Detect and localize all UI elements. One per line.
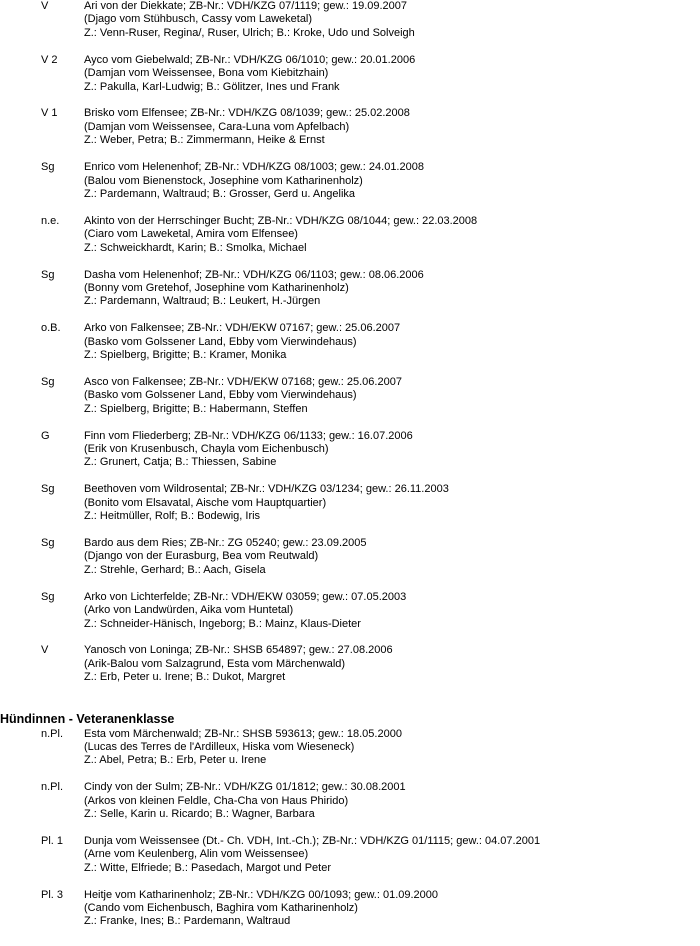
dog-breeder-owner-line: Z.: Weber, Petra; B.: Zimmermann, Heike & Ernst: [84, 134, 325, 147]
dog-registration-line: Dunja vom Weissensee (Dt.- Ch. VDH, Int.-Ch.); ZB-Nr.: VDH/KZG 01/1115; gew.: 04.07.2001: [84, 834, 541, 847]
dog-entry: [0, 269, 700, 311]
dog-breeder-owner-line: Z.: Schweickhardt, Karin; B.: Smolka, Michael: [84, 241, 307, 254]
dog-breeder-owner-line: Z.: Schneider-Hänisch, Ingeborg; B.: Mainz, Klaus-Dieter: [84, 617, 361, 630]
grade-label: Sg: [41, 590, 55, 603]
dog-entry: [0, 215, 700, 257]
dog-parents-line: (Damjan vom Weissensee, Cara-Luna vom Apfelbach): [84, 120, 350, 133]
dog-parents-line: (Cando vom Eichenbusch, Baghira vom Katharinenholz): [84, 902, 358, 914]
dog-breeder-owner-line: Z.: Erb, Peter u. Irene; B.: Dukot, Margret: [84, 671, 286, 684]
dog-registration-line: Dasha vom Helenenhof; ZB-Nr.: VDH/KZG 06/1103; gew.: 08.06.2006: [84, 268, 424, 281]
dog-registration-line: Yanosch von Loninga; ZB-Nr.: SHSB 654897; gew.: 27.08.2006: [84, 644, 393, 657]
dog-parents-line: (Django von der Eurasburg, Bea vom Reutwald): [84, 550, 319, 563]
entry-details: [84, 107, 410, 147]
grade-label: o.B.: [41, 322, 61, 335]
grade-label: Sg: [41, 375, 55, 388]
dog-registration-line: Esta vom Märchenwald; ZB-Nr.: SHSB 593613; gew.: 18.05.2000: [84, 727, 402, 740]
grade-label: Sg: [41, 483, 55, 496]
dog-parents-line: (Lucas des Terres de l'Ardilleux, Hiska vom Wieseneck): [84, 740, 355, 753]
dog-registration-line: Arko von Falkensee; ZB-Nr.: VDH/EKW 07167; gew.: 25.06.2007: [84, 322, 401, 335]
dog-entry: [0, 107, 700, 149]
entry-details: [84, 161, 424, 201]
dog-parents-line: (Ciaro vom Laweketal, Amira vom Elfensee): [84, 228, 298, 241]
dog-entry: [0, 537, 700, 579]
entry-details: [84, 537, 367, 577]
entry-details: [84, 269, 424, 309]
dog-breeder-owner-line: Z.: Venn-Ruser, Regina/, Ruser, Ulrich; B.: Kroke, Udo und Solveigh: [84, 26, 415, 39]
dog-registration-line: Brisko vom Elfensee; ZB-Nr.: VDH/KZG 08/1039; gew.: 25.02.2008: [84, 107, 410, 120]
dog-breeder-owner-line: Z.: Heitmüller, Rolf; B.: Bodewig, Iris: [84, 510, 261, 523]
entry-details: [84, 728, 402, 768]
dog-registration-line: Finn vom Fliederberg; ZB-Nr.: VDH/KZG 06/1133; gew.: 16.07.2006: [84, 429, 413, 442]
section-heading: Hündinnen - Veteranenklasse: [0, 712, 175, 726]
dog-parents-line: (Balou vom Bienenstock, Josephine vom Katharinenholz): [84, 174, 363, 187]
grade-label: V: [41, 644, 49, 657]
dog-parents-line: (Erik von Krusenbusch, Chayla vom Eichenbusch): [84, 443, 329, 455]
dog-breeder-owner-line: Z.: Grunert, Catja; B.: Thiessen, Sabine: [84, 456, 277, 469]
entry-details: [84, 781, 406, 821]
dog-entry: [0, 322, 700, 364]
dog-parents-line: (Bonny vom Gretehof, Josephine vom Katharinenholz): [84, 281, 349, 294]
entry-details: [84, 835, 540, 875]
entry-details: [84, 0, 415, 40]
dog-registration-line: Beethoven vom Wildrosental; ZB-Nr.: VDH/KZG 03/1234; gew.: 26.11.2003: [84, 483, 449, 496]
grade-label: V 2: [41, 53, 58, 66]
entry-details: [84, 889, 438, 929]
dog-breeder-owner-line: Z.: Spielberg, Brigitte; B.: Habermann, Steffen: [84, 402, 308, 415]
grade-label: n.Pl.: [41, 781, 64, 794]
dog-breeder-owner-line: Z.: Witte, Elfriede; B.: Pasedach, Margot und Peter: [84, 861, 332, 874]
dog-parents-line: (Basko vom Golssener Land, Ebby vom Vierwindehaus): [84, 389, 357, 402]
grade-label: V: [41, 0, 49, 12]
dog-parents-line: (Damjan vom Weissensee, Bona vom Kiebitzhain): [84, 67, 329, 80]
entry-details: [84, 644, 393, 684]
dog-parents-line: (Arne vom Keulenberg, Alin vom Weissensee): [84, 848, 309, 861]
grade-label: Pl. 1: [41, 834, 64, 847]
dog-entry: [0, 781, 700, 823]
grade-label: V 1: [41, 107, 58, 120]
entry-details: [84, 483, 449, 523]
grade-label: G: [41, 429, 50, 442]
dog-breeder-owner-line: Z.: Selle, Karin u. Ricardo; B.: Wagner, Barbara: [84, 808, 315, 820]
dog-entry: [0, 889, 700, 931]
dog-entry: [0, 54, 700, 96]
dog-registration-line: Ayco vom Giebelwald; ZB-Nr.: VDH/KZG 06/1010; gew.: 20.01.2006: [84, 53, 416, 66]
dog-registration-line: Ari von der Diekkate; ZB-Nr.: VDH/KZG 07/1119; gew.: 19.09.2007: [84, 0, 408, 12]
dog-parents-line: (Arko von Landwürden, Aika vom Huntetal): [84, 604, 294, 617]
dog-breeder-owner-line: Z.: Strehle, Gerhard; B.: Aach, Gisela: [84, 563, 266, 576]
dog-entry: [0, 728, 700, 770]
grade-label: Sg: [41, 268, 55, 281]
dog-entry: [0, 161, 700, 203]
dog-parents-line: (Basko vom Golssener Land, Ebby vom Vierwindehaus): [84, 335, 357, 348]
grade-label: Sg: [41, 537, 55, 549]
dog-breeder-owner-line: Z.: Pakulla, Karl-Ludwig; B.: Gölitzer, Ines und Frank: [84, 80, 340, 93]
entry-details: [84, 322, 400, 362]
dog-registration-line: Heitje vom Katharinenholz; ZB-Nr.: VDH/KZG 00/1093; gew.: 01.09.2000: [84, 888, 439, 901]
entry-details: [84, 430, 413, 470]
grade-label: n.Pl.: [41, 727, 64, 740]
dog-registration-line: Cindy von der Sulm; ZB-Nr.: VDH/KZG 01/1812; gew.: 30.08.2001: [84, 781, 406, 794]
dog-registration-line: Asco von Falkensee; ZB-Nr.: VDH/EKW 07168; gew.: 25.06.2007: [84, 375, 402, 388]
dog-registration-line: Akinto von der Herrschinger Bucht; ZB-Nr.: VDH/KZG 08/1044; gew.: 22.03.2008: [84, 214, 478, 227]
dog-entry: [0, 835, 700, 877]
entry-details: [84, 376, 402, 416]
dog-registration-line: Enrico vom Helenenhof; ZB-Nr.: VDH/KZG 08/1003; gew.: 24.01.2008: [84, 161, 424, 174]
dog-breeder-owner-line: Z.: Spielberg, Brigitte; B.: Kramer, Monika: [84, 349, 287, 361]
entry-details: [84, 215, 477, 255]
entry-details: [84, 591, 406, 631]
dog-entry: [0, 591, 700, 633]
dog-breeder-owner-line: Z.: Pardemann, Waltraud; B.: Leukert, H.-Jürgen: [84, 295, 321, 308]
grade-label: Pl. 3: [41, 888, 64, 901]
dog-entry: [0, 376, 700, 418]
dog-parents-line: (Arik-Balou vom Salzagrund, Esta vom Märchenwald): [84, 657, 346, 670]
dog-parents-line: (Arkos von kleinen Feldle, Cha-Cha von Haus Phirido): [84, 794, 349, 807]
grade-label: Sg: [41, 161, 55, 174]
grade-label: n.e.: [41, 214, 60, 227]
entry-details: [84, 54, 415, 94]
dog-parents-line: (Bonito vom Elsavatal, Aische vom Hauptquartier): [84, 496, 327, 509]
dog-parents-line: (Djago vom Stühbusch, Cassy vom Laweketal): [84, 13, 313, 26]
dog-entry: [0, 430, 700, 472]
dog-entry: [0, 0, 700, 42]
dog-entry: [0, 483, 700, 525]
dog-registration-line: Bardo aus dem Ries; ZB-Nr.: ZG 05240; gew.: 23.09.2005: [84, 537, 367, 549]
dog-registration-line: Arko von Lichterfelde; ZB-Nr.: VDH/EKW 03059; gew.: 07.05.2003: [84, 590, 407, 603]
dog-entry: [0, 644, 700, 686]
dog-breeder-owner-line: Z.: Franke, Ines; B.: Pardemann, Waltraud: [84, 915, 291, 928]
dog-breeder-owner-line: Z.: Pardemann, Waltraud; B.: Grosser, Gerd u. Angelika: [84, 187, 356, 200]
dog-breeder-owner-line: Z.: Abel, Petra; B.: Erb, Peter u. Irene: [84, 754, 267, 767]
